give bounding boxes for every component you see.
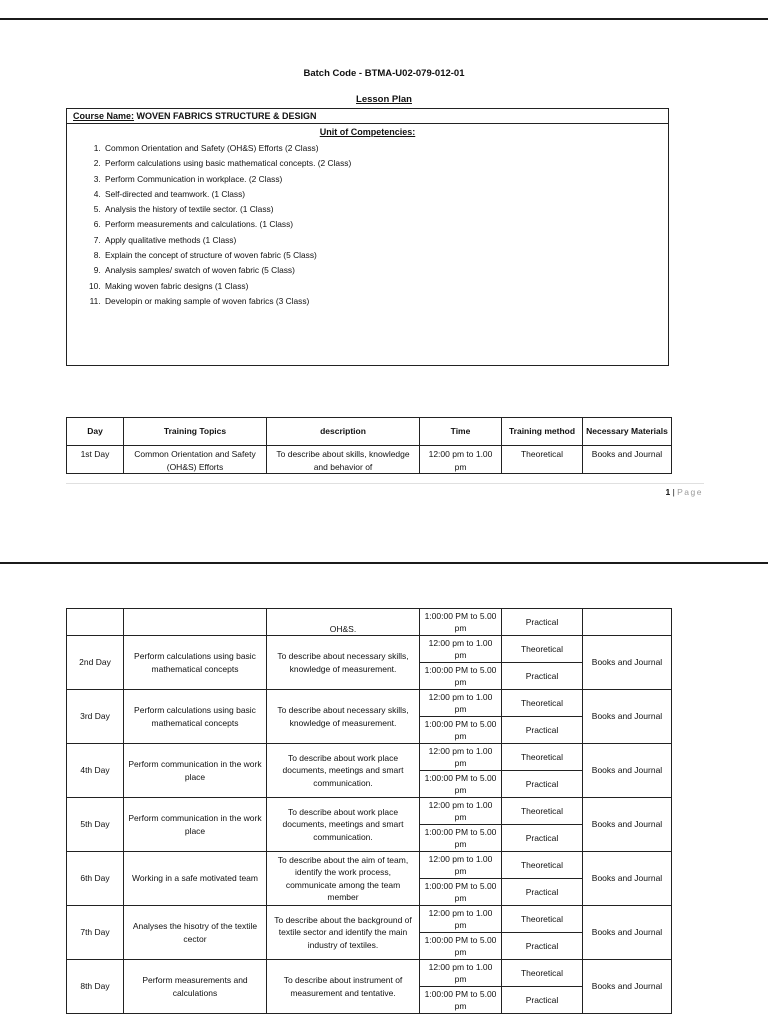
- table-row: [67, 446, 672, 474]
- materials-cell: Books and Journal: [583, 960, 672, 1014]
- method-cell: Theoretical: [502, 852, 583, 879]
- topic-cell: [124, 609, 267, 636]
- topic-cell: Perform measurements and calculations: [124, 960, 267, 1014]
- method-cell: Practical: [502, 609, 583, 636]
- topic-cell: Perform calculations using basic mathematical concepts: [124, 636, 267, 690]
- topic-cell: Perform communication in the work place: [124, 744, 267, 798]
- time-cell: 1:00:00 PM to 5.00 pm: [420, 771, 502, 798]
- topic-cell: Perform communication in the work place: [124, 798, 267, 852]
- method-cell: Practical: [502, 879, 583, 906]
- description-cell: To describe about instrument of measurement and tentative.: [267, 960, 420, 1014]
- day-cell: 2nd Day: [67, 636, 124, 690]
- method-cell: Theoretical: [502, 960, 583, 987]
- day-cell: 4th Day: [67, 744, 124, 798]
- day-cell: [67, 609, 124, 636]
- lesson-table-page2: [66, 608, 672, 1014]
- method-cell: Practical: [502, 987, 583, 1014]
- materials-cell: Books and Journal: [583, 798, 672, 852]
- batch-code: Batch Code - BTMA-U02-079-012-01: [303, 68, 465, 79]
- time-cell: 1:00:00 PM to 5.00 pm: [420, 879, 502, 906]
- day-cell: 5th Day: [67, 798, 124, 852]
- materials-cell: Books and Journal: [583, 636, 672, 690]
- description-cell: To describe about work place documents, meetings and smart communication.: [267, 798, 420, 852]
- course-box: [66, 108, 669, 366]
- description-cell: OH&S.: [267, 609, 420, 636]
- method-cell: Theoretical: [502, 744, 583, 771]
- method-cell: Theoretical: [502, 906, 583, 933]
- topic-cell: Working in a safe motivated team: [124, 852, 267, 906]
- header-day: Day: [67, 418, 124, 446]
- topic-cell: Perform calculations using basic mathematical concepts: [124, 690, 267, 744]
- time-cell: 12:00 pm to 1.00 pm: [420, 690, 502, 717]
- day-cell: 3rd Day: [67, 690, 124, 744]
- time-cell: 1:00:00 PM to 5.00 pm: [420, 717, 502, 744]
- course-name-label: Course Name:: [73, 111, 135, 121]
- time-cell: 1:00:00 PM to 5.00 pm: [420, 663, 502, 690]
- method-cell: Practical: [502, 771, 583, 798]
- competency-item: 4. Self-directed and teamwork. (1 Class): [103, 187, 668, 202]
- header-time: Time: [420, 418, 502, 446]
- day-cell: 8th Day: [67, 960, 124, 1014]
- time-cell: 12:00 pm to 1.00 pm: [420, 446, 502, 474]
- time-cell: 12:00 pm to 1.00 pm: [420, 798, 502, 825]
- table-row: [67, 852, 672, 879]
- table-row: [67, 744, 672, 771]
- description-cell: To describe about the aim of team, identify the work process, communicate among the team member: [267, 852, 420, 906]
- time-cell: 12:00 pm to 1.00 pm: [420, 744, 502, 771]
- header-training-method: Training method: [502, 418, 583, 446]
- method-cell: Theoretical: [502, 446, 583, 474]
- page-top-border: [0, 18, 768, 20]
- description-cell: To describe about the background of textile sector and identify the main industry of textiles.: [267, 906, 420, 960]
- unit-of-competencies-heading: Unit of Competencies:: [319, 127, 416, 137]
- day-cell: 1st Day: [67, 446, 124, 474]
- table-row-continued: [67, 609, 672, 636]
- description-cell: To describe about necessary skills, knowledge of measurement.: [267, 690, 420, 744]
- description-cell: To describe about work place documents, meetings and smart communication.: [267, 744, 420, 798]
- page-number-value: 1: [665, 487, 671, 497]
- footer-divider: [66, 483, 704, 484]
- time-cell: 12:00 pm to 1.00 pm: [420, 852, 502, 879]
- lesson-table-page1: [66, 417, 672, 474]
- course-name-row: [67, 109, 668, 124]
- competency-item: 6. Perform measurements and calculations. (1 Class): [103, 217, 668, 232]
- description-cell: To describe about skills, knowledge and behavior of: [267, 446, 420, 474]
- table-row: [67, 798, 672, 825]
- table-row: [67, 906, 672, 933]
- competency-item: 9. Analysis samples/ swatch of woven fabric (5 Class): [103, 263, 668, 278]
- competency-item: 8. Explain the concept of structure of woven fabric (5 Class): [103, 248, 668, 263]
- competency-item: 5. Analysis the history of textile sector. (1 Class): [103, 202, 668, 217]
- day-cell: 6th Day: [67, 852, 124, 906]
- materials-cell: Books and Journal: [583, 744, 672, 798]
- competency-list: [67, 141, 668, 309]
- day-cell: 7th Day: [67, 906, 124, 960]
- method-cell: Practical: [502, 663, 583, 690]
- competency-item: 3. Perform Communication in workplace. (2 Class): [103, 172, 668, 187]
- method-cell: Practical: [502, 825, 583, 852]
- competency-item: 10. Making woven fabric designs (1 Class): [103, 279, 668, 294]
- description-cell: To describe about necessary skills, knowledge of measurement.: [267, 636, 420, 690]
- competency-item: 7. Apply qualitative methods (1 Class): [103, 233, 668, 248]
- time-cell: 12:00 pm to 1.00 pm: [420, 906, 502, 933]
- materials-cell: Books and Journal: [583, 906, 672, 960]
- competency-item: 11. Developin or making sample of woven fabrics (3 Class): [103, 294, 668, 309]
- materials-cell: Books and Journal: [583, 690, 672, 744]
- page-break-border: [0, 562, 768, 564]
- competency-item: 1. Common Orientation and Safety (OH&S) Efforts (2 Class): [103, 141, 668, 156]
- time-cell: 1:00:00 PM to 5.00 pm: [420, 987, 502, 1014]
- page-number-word: Page: [677, 487, 703, 497]
- header-training-topics: Training Topics: [124, 418, 267, 446]
- time-cell: 12:00 pm to 1.00 pm: [420, 960, 502, 987]
- page-number: 1 | Page: [665, 487, 703, 497]
- table-row: [67, 636, 672, 663]
- method-cell: Theoretical: [502, 798, 583, 825]
- method-cell: Practical: [502, 717, 583, 744]
- header-necessary-materials: Necessary Materials: [583, 418, 672, 446]
- lesson-plan-title: Lesson Plan: [356, 94, 412, 105]
- topic-cell: Analyses the hisotry of the textile cector: [124, 906, 267, 960]
- table-header-row: [67, 418, 672, 446]
- method-cell: Practical: [502, 933, 583, 960]
- course-name-value: WOVEN FABRICS STRUCTURE & DESIGN: [136, 111, 317, 121]
- header-description: description: [267, 418, 420, 446]
- method-cell: Theoretical: [502, 690, 583, 717]
- table-row: [67, 960, 672, 987]
- materials-cell: Books and Journal: [583, 446, 672, 474]
- competency-item: 2. Perform calculations using basic mathematical concepts. (2 Class): [103, 156, 668, 171]
- materials-cell: Books and Journal: [583, 852, 672, 906]
- topic-cell: Common Orientation and Safety (OH&S) Efforts: [124, 446, 267, 474]
- time-cell: 12:00 pm to 1.00 pm: [420, 636, 502, 663]
- time-cell: 1:00:00 PM to 5.00 pm: [420, 933, 502, 960]
- time-cell: 1:00:00 PM to 5.00 pm: [420, 609, 502, 636]
- time-cell: 1:00:00 PM to 5.00 pm: [420, 825, 502, 852]
- table-row: [67, 690, 672, 717]
- method-cell: Theoretical: [502, 636, 583, 663]
- materials-cell: [583, 609, 672, 636]
